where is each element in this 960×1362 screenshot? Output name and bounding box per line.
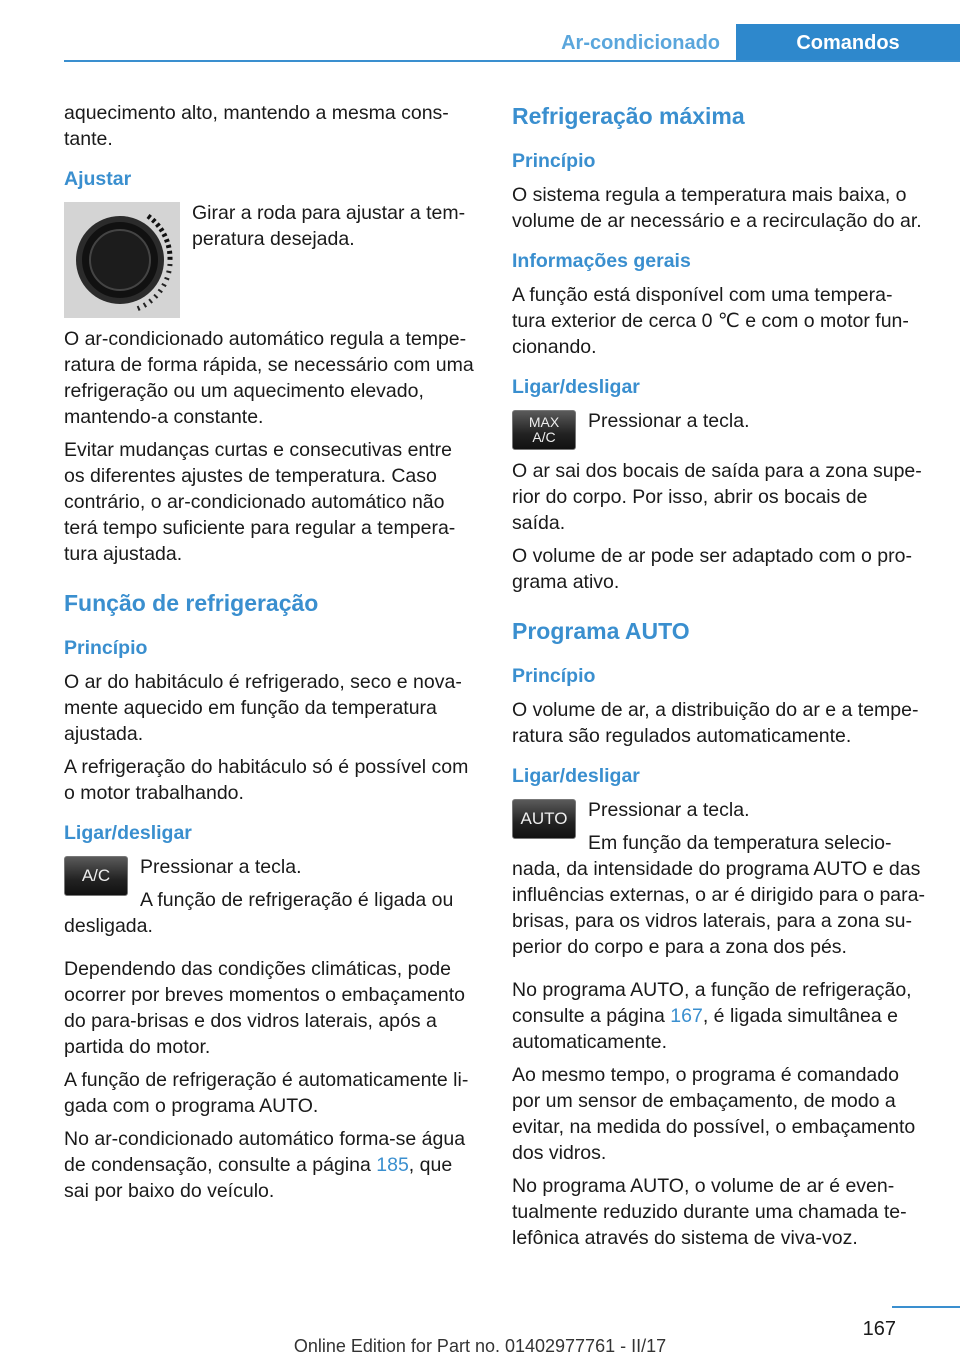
heading-ajustar: Ajustar <box>64 168 132 190</box>
heading-principio: Princípio <box>512 665 596 687</box>
footer-edition: Online Edition for Part no. 01402977761 - II/17 <box>293 1336 667 1356</box>
paragraph: A função está disponível com uma tempera‐tura exterior de cerca 0 ℃ e com o motor fun‐cionando. <box>512 284 909 358</box>
paragraph: Dependendo das condições climáticas, pode ocorrer por breves momentos o embaçamento do para-brisas e dos vidros laterais, após a partida do motor. <box>64 958 466 1058</box>
heading-refrigeracao-maxima: Refrigeração máxima <box>512 103 745 129</box>
max-ac-button-image: MAX A/C <box>512 410 576 450</box>
paragraph: O sistema regula a temperatura mais baixa, o volume de ar necessário e a recirculação do ar. <box>512 184 922 232</box>
page-link[interactable]: 167 <box>670 1005 703 1027</box>
ac-block <box>64 854 478 946</box>
ac-button-image: A/C <box>64 856 128 896</box>
paragraph: A função de refrigeração é ligada ou desligada. <box>64 889 454 937</box>
heading-ligar-desligar: Ligar/desligar <box>64 822 192 844</box>
page-number: 167 <box>862 1318 896 1340</box>
paragraph: O ar sai dos bocais de saída para a zona supe‐rior do corpo. Por isso, abrir os bocais de saída. <box>512 460 922 534</box>
ajustar-text: Girar a roda para ajustar a tem‐peratura desejada. <box>192 202 466 250</box>
heading-principio: Princípio <box>512 150 596 172</box>
paragraph-with-link: No programa AUTO, a função de refrigeração, consulte a página 167, é ligada simultânea e automaticamente. <box>512 979 912 1053</box>
paragraph: No programa AUTO, o volume de ar é even‐tualmente reduzido durante uma chamada te‐lefônica através do sistema de viva-voz. <box>512 1175 907 1249</box>
auto-button-image: AUTO <box>512 799 576 839</box>
paragraph: Em função da temperatura selecio‐nada, da intensidade do programa AUTO e das influências externas, o ar é dirigido para o para-brisas, para os vidros laterais, para a zona su‐perior do corpo e para a zona dos pés. <box>512 832 925 958</box>
heading-informacoes-gerais: Informações gerais <box>512 250 691 272</box>
heading-principio: Princípio <box>64 637 148 659</box>
press-text: Pressionar a tecla. <box>140 856 302 878</box>
paragraph: Evitar mudanças curtas e consecutivas entre os diferentes ajustes de temperatura. Caso contrário, o ar-condicionado automático não terá tempo suficiente para regular a tempera‐tura ajustada. <box>64 439 456 565</box>
chapter-tab: Comandos <box>736 24 960 62</box>
right-column <box>512 100 926 1258</box>
press-text: Pressionar a tecla. <box>588 410 750 432</box>
heading-ligar-desligar: Ligar/desligar <box>512 765 640 787</box>
paragraph: A função de refrigeração é automaticamente li‐gada com o programa AUTO. <box>64 1069 469 1117</box>
page-link[interactable]: 185 <box>376 1154 409 1176</box>
paragraph: aquecimento alto, mantendo a mesma cons‐tante. <box>64 102 449 150</box>
paragraph: O volume de ar pode ser adaptado com o pro‐grama ativo. <box>512 545 912 593</box>
heading-programa-auto: Programa AUTO <box>512 618 690 644</box>
section-tab: Ar-condicionado <box>561 32 720 54</box>
paragraph: A refrigeração do habitáculo só é possível com o motor trabalhando. <box>64 756 469 804</box>
paragraph: Ao mesmo tempo, o programa é comandado por um sensor de embaçamento, de modo a evitar, na medida do possível, o embaçamento dos vidros. <box>512 1064 916 1164</box>
heading-funcao-refrigeracao: Função de refrigeração <box>64 590 319 616</box>
auto-block <box>512 797 926 967</box>
temperature-knob-image <box>64 202 180 318</box>
press-text: Pressionar a tecla. <box>588 799 750 821</box>
ajustar-block <box>64 200 478 326</box>
paragraph-with-link: No ar-condicionado automático forma-se água de condensação, consulte a página 185, que sai por baixo do veículo. <box>64 1128 466 1202</box>
paragraph: O ar do habitáculo é refrigerado, seco e nova‐mente aquecido em função da temperatura ajustada. <box>64 671 462 745</box>
left-column <box>64 100 478 1211</box>
paragraph: O ar-condicionado automático regula a tempe‐ratura de forma rápida, se necessário com uma refrigeração ou um aquecimento elevado, mantendo-a constante. <box>64 328 474 428</box>
header-rule <box>64 60 960 62</box>
heading-ligar-desligar: Ligar/desligar <box>512 376 640 398</box>
page-number-rule <box>892 1306 960 1308</box>
paragraph: O volume de ar, a distribuição do ar e a tempe‐ratura são regulados automaticamente. <box>512 699 919 747</box>
max-ac-block <box>512 408 926 458</box>
page-header <box>64 24 960 62</box>
